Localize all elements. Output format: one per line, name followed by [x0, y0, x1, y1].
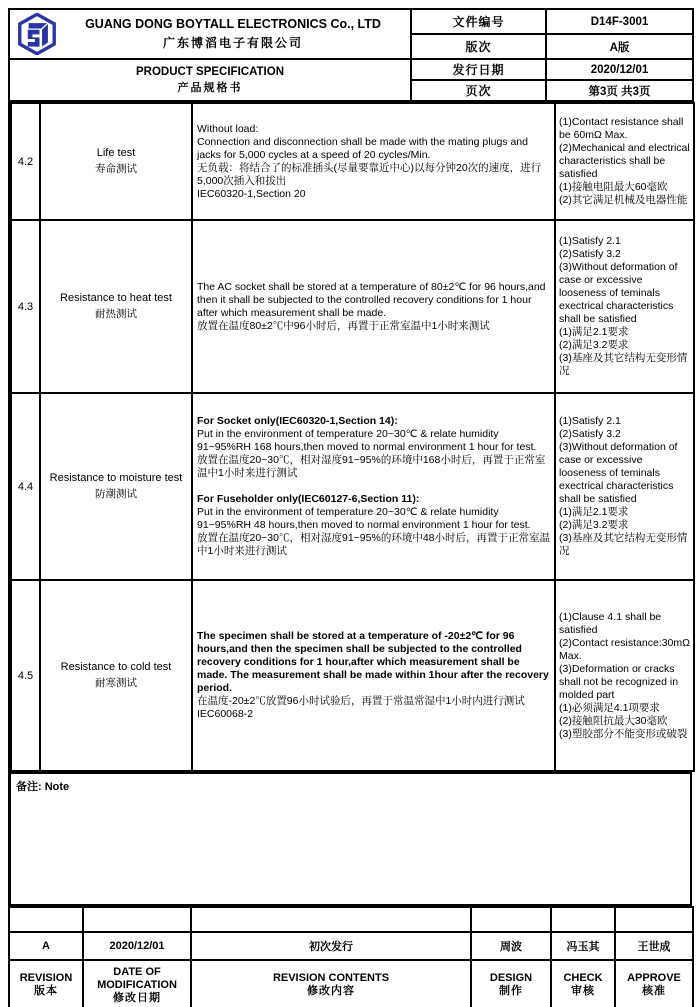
col-header-check-en: CHECK [563, 972, 603, 984]
test-name-en: Resistance to cold test [60, 661, 172, 673]
col-header-design-cn: 制作 [499, 985, 523, 997]
text-line: The specimen shall be stored at a temperature of -20±2℃ for 96 hours,and then the specimen shall be subjected to the controlled recovery conditions for 1 hour,after which measurement shall be made. The measurement shall be made within 1hour after the recovery period. [197, 630, 549, 694]
revision-entry-row [9, 932, 693, 960]
field-value-doc-number: D14F-3001 [546, 9, 693, 34]
text-line: (2)满足3.2要求 [559, 339, 629, 351]
revision-design-name: 周波 [471, 932, 551, 960]
test-name-en: Life test [96, 147, 136, 159]
col-header-revision-en: REVISION [19, 972, 73, 984]
test-row [10, 103, 694, 220]
revision-empty-row [9, 907, 693, 932]
text-line: (1)Satisfy 2.1 [559, 235, 621, 247]
test-criteria [555, 580, 694, 771]
text-line: 无负载：将结合了的标准插头(尽量要靠近中心)以每分钟20次的速度，进行5,000次插入和拔出 [197, 161, 542, 187]
text-line: (1)必须满足4.1项要求 [559, 701, 660, 714]
note-section [8, 772, 692, 906]
test-number: 4.2 [10, 103, 40, 220]
company-name-cn: 广东博滔电子有限公司 [162, 36, 303, 50]
text-line: (3)Deformation or cracks shall not be recognized in molded part [559, 662, 679, 701]
test-row [10, 393, 694, 580]
doc-title-block [9, 59, 411, 101]
text-line: 放置在温度20~30℃，相对湿度91~95%的环境中168小时后，再置于正常室温中1小时来进行测试 [197, 454, 546, 479]
test-name [40, 103, 192, 220]
text-line: 在温度-20±2℃放置96小时试验后，再置于常温常湿中1小时内进行测试 [197, 695, 525, 707]
test-criteria [555, 220, 694, 393]
text-line: Without load: [197, 122, 259, 135]
text-line: (2)Contact resistance:30mΩ Max. [559, 636, 690, 662]
text-line: (1)满足2.1要求 [559, 326, 629, 338]
col-header-revision [9, 960, 83, 1007]
field-label-version: 版次 [411, 34, 546, 59]
test-name-cn: 防潮测试 [95, 488, 137, 500]
text-line [197, 480, 550, 493]
revision-value: A [9, 932, 83, 960]
revision-header-row [9, 960, 693, 1007]
company-name-en: GUANG DONG BOYTALL ELECTRONICS Co., LTD [85, 17, 381, 31]
col-header-date-en: DATE OF MODIFICATION [97, 965, 177, 991]
text-line: For Socket only(IEC60320-1,Section 14): [197, 415, 398, 427]
col-header-contents-en: REVISION CONTENTS [272, 972, 390, 984]
text-line: (1)满足2.1要求 [559, 506, 629, 518]
test-number: 4.3 [10, 220, 40, 393]
col-header-date-cn: 修改日期 [113, 991, 161, 1004]
test-row [10, 580, 694, 771]
header-table [8, 8, 694, 102]
test-name [40, 580, 192, 771]
empty-cell [471, 907, 551, 932]
test-name [40, 393, 192, 580]
test-number: 4.5 [10, 580, 40, 771]
col-header-date [83, 960, 191, 1007]
tests-table [8, 102, 695, 772]
note-label: 备注: Note [16, 781, 70, 793]
field-value-page: 第3页 共3页 [546, 80, 693, 101]
test-row [10, 220, 694, 393]
text-line: Connection and disconnection shall be made with the mating plugs and jacks for 5,000 cycles at a speed of 20 cycles/Min. [197, 135, 528, 161]
col-header-design-en: DESIGN [489, 972, 533, 984]
field-label-doc-number: 文件编号 [411, 9, 546, 34]
revision-table [8, 906, 694, 1007]
field-value-issue-date: 2020/12/01 [546, 59, 693, 80]
test-number: 4.4 [10, 393, 40, 580]
tests-table-body [10, 103, 694, 771]
col-header-check-cn: 审核 [571, 985, 595, 997]
col-header-check [551, 960, 615, 1007]
test-name-cn: 耐热测试 [95, 308, 137, 320]
empty-cell [551, 907, 615, 932]
text-line: (2)Mechanical and electrical characteristics shall be satisfied [559, 142, 690, 180]
empty-cell [83, 907, 191, 932]
text-line: For Fuseholder only(IEC60127-6,Section 11): [197, 493, 420, 505]
text-line: (1)Contact resistance shall be 60mΩ Max. [559, 116, 684, 141]
text-line: IEC60320-1,Section 20 [197, 187, 306, 200]
test-criteria [555, 103, 694, 220]
text-line: IEC60068-2 [197, 708, 254, 720]
test-description [192, 393, 555, 580]
test-name-en: Resistance to heat test [60, 292, 172, 304]
col-header-contents [191, 960, 471, 1007]
test-name-cn: 寿命测试 [95, 163, 137, 175]
col-header-revision-cn: 版本 [34, 985, 58, 997]
revision-contents: 初次发行 [191, 932, 471, 960]
col-header-design [471, 960, 551, 1007]
company-logo [14, 13, 60, 55]
empty-cell [191, 907, 471, 932]
field-label-page: 页次 [411, 80, 546, 101]
text-line: 放置在温度80±2℃中96小时后，再置于正常室温中1小时来测试 [197, 319, 490, 332]
text-line: (3)基座及其它结构无变形情况 [559, 352, 688, 377]
doc-title-cn: 产品规格书 [177, 81, 243, 94]
text-line: (2)Satisfy 3.2 [559, 248, 621, 260]
text-line: (1)Satisfy 2.1 [559, 415, 621, 427]
test-description [192, 580, 555, 771]
doc-title-en: PRODUCT SPECIFICATION [135, 65, 284, 78]
revision-approve-name: 王世成 [615, 932, 693, 960]
text-line: 放置在温度20~30℃，相对湿度91~95%的环境中48小时后，再置于正常室温中1小时来进行测试 [197, 532, 550, 557]
text-line: Put in the environment of temperature 20~30℃ & relate humidity 91~95%RH 48 hours,then moved to normal environment 1 hour for test. [197, 506, 531, 531]
col-header-approve-cn: 核准 [642, 985, 666, 997]
col-header-approve [615, 960, 693, 1007]
text-line: (3)基座及其它结构无变形情况 [559, 532, 688, 557]
test-description [192, 220, 555, 393]
field-value-version: A版 [546, 34, 693, 59]
test-name [40, 220, 192, 393]
text-line: (2)Satisfy 3.2 [559, 428, 621, 440]
text-line: (1)Clause 4.1 shall be satisfied [559, 610, 662, 636]
revision-check-name: 冯玉其 [551, 932, 615, 960]
boytall-cube-logo-icon [16, 13, 58, 55]
text-line: The AC socket shall be stored at a temperature of 80±2℃ for 96 hours,and then it shall be subjected to the controlled recovery conditions for 1 hour after which measurement shall be made. [197, 280, 546, 319]
test-name-en: Resistance to moisture test [49, 472, 183, 484]
test-name-cn: 耐寒测试 [95, 677, 137, 689]
col-header-contents-cn: 修改内容 [307, 985, 355, 997]
text-line: (3)Without deformation of case or excessive looseness of teminals exectrical characteristics shall be satisfied [559, 441, 678, 505]
test-criteria [555, 393, 694, 580]
company-block [9, 9, 411, 59]
field-label-issue-date: 发行日期 [411, 59, 546, 80]
text-line: (2)其它满足机械及电器性能 [559, 194, 688, 206]
text-line: (3)Without deformation of case or excessive looseness of teminals exectrical characteristics shall be satisfied [559, 261, 678, 325]
text-line: (2)满足3.2要求 [559, 519, 629, 531]
text-line: (3)塑胶部分不能变形或破裂 [559, 727, 688, 740]
text-line: Put in the environment of temperature 20~30℃ & relate humidity 91~95%RH 168 hours,then moved to normal environment 1 hour for test. [197, 428, 537, 453]
text-line: (1)接触电阻最大60毫欧 [559, 181, 668, 193]
empty-cell [9, 907, 83, 932]
revision-date: 2020/12/01 [83, 932, 191, 960]
empty-cell [615, 907, 693, 932]
col-header-approve-en: APPROVE [627, 972, 681, 984]
text-line: (2)接触阻抗最大30毫欧 [559, 714, 668, 727]
test-description [192, 103, 555, 220]
